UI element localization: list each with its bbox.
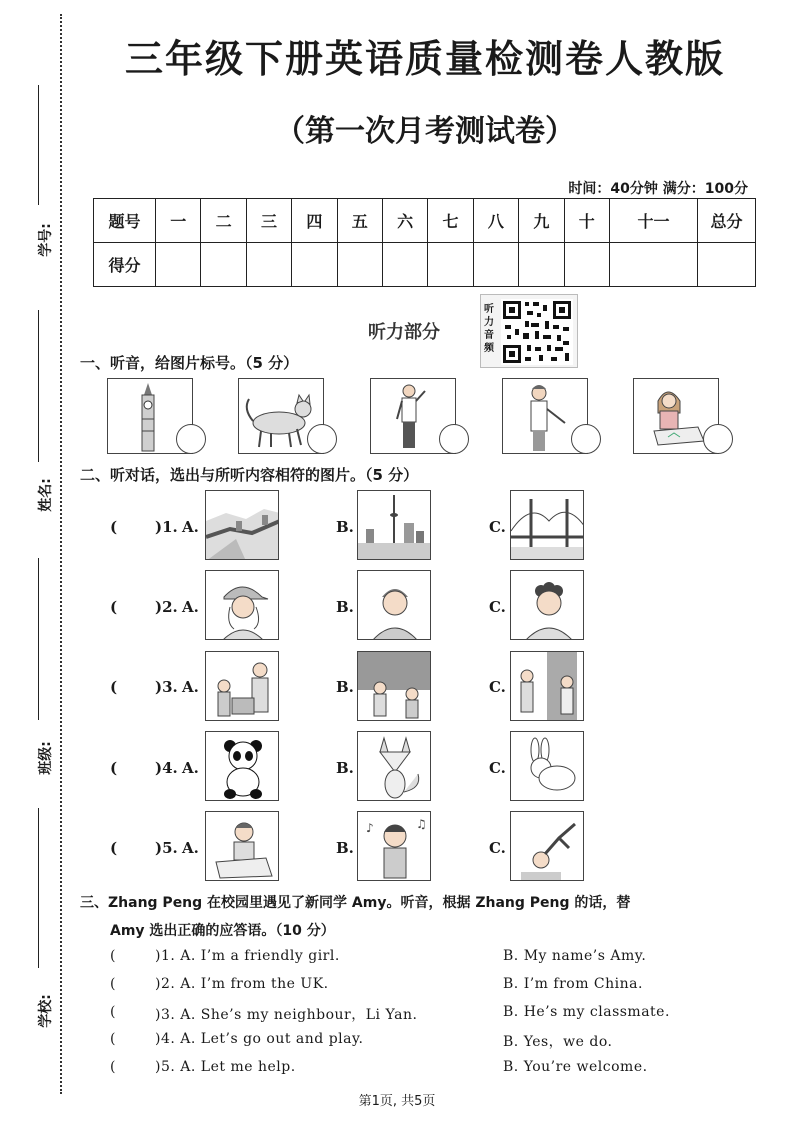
- s1-answer-circle[interactable]: [439, 424, 469, 454]
- s1-answer-circle[interactable]: [703, 424, 733, 454]
- score-cell: 四: [292, 199, 337, 243]
- page-title: 三年级下册英语质量检测卷人教版: [124, 37, 725, 81]
- score-table-header-row: [94, 199, 756, 243]
- score-cell: 八: [473, 199, 518, 243]
- score-input-cell[interactable]: [473, 243, 518, 287]
- kids-with-box-icon: [206, 652, 279, 721]
- score-table: [93, 198, 756, 287]
- score-input-cell[interactable]: [698, 243, 756, 287]
- page-footer: 第1页, 共5页: [358, 1094, 436, 1109]
- s2-q4-option-a-panda[interactable]: [205, 731, 279, 801]
- s2-option-a-label: A.: [182, 678, 199, 696]
- s3-q4-answer-paren[interactable]: (: [110, 1031, 116, 1047]
- s2-q5-answer-paren[interactable]: (: [110, 839, 118, 857]
- s2-option-c-label: C.: [489, 518, 506, 536]
- score-input-cell[interactable]: [428, 243, 473, 287]
- school-label: 学校:: [37, 994, 54, 1028]
- s2-option-b-label: B.: [336, 759, 354, 777]
- section2-title: 二、听对话，选出与所听内容相符的图片。（5 分）: [80, 466, 419, 484]
- great-wall-icon: [206, 491, 279, 560]
- s3-q1-option-b: B. My name’s Amy.: [503, 948, 647, 964]
- score-cell: 六: [382, 199, 427, 243]
- student-no-label: 学号:: [37, 223, 54, 257]
- classroom-icon: [358, 652, 431, 721]
- s2-q2-option-a-girl-cap[interactable]: [205, 570, 279, 640]
- svg-text:♪: ♪: [366, 821, 374, 835]
- score-input-cell[interactable]: [564, 243, 609, 287]
- score-cell: 五: [337, 199, 382, 243]
- score-input-cell[interactable]: [382, 243, 427, 287]
- s2-option-a-label: A.: [182, 598, 199, 616]
- score-cell: 十: [564, 199, 609, 243]
- s2-q2-option-b-boy-short-hair[interactable]: [357, 570, 431, 640]
- section3-title-line1: 三、Zhang Peng 在校园里遇见了新同学 Amy。听音，根据 Zhang Peng 的话，替: [80, 895, 631, 911]
- kids-at-door-icon: [511, 652, 584, 721]
- s2-q4-option-c-rabbit[interactable]: [510, 731, 584, 801]
- s3-q2-answer-paren[interactable]: (: [110, 976, 116, 992]
- qr-code-block[interactable]: [480, 294, 578, 368]
- score-input-cell[interactable]: [201, 243, 246, 287]
- school-field[interactable]: [18, 808, 58, 1028]
- s2-option-c-label: C.: [489, 598, 506, 616]
- s2-q2-number: )2.: [155, 598, 178, 616]
- rabbit-icon: [511, 732, 584, 801]
- boy-curly-hair-icon: [511, 571, 584, 640]
- s3-q2-option-b: B. I’m from China.: [503, 976, 643, 992]
- s2-q1-number: )1.: [155, 518, 178, 536]
- s2-q1-option-b-city-tower[interactable]: [357, 490, 431, 560]
- s2-q4-number: )4.: [155, 759, 178, 777]
- fox-icon: [358, 732, 431, 801]
- s1-answer-circle[interactable]: [307, 424, 337, 454]
- s2-q3-option-a-kids-box[interactable]: [205, 651, 279, 721]
- class-field[interactable]: [18, 558, 58, 778]
- s3-q5-option-a: )5. A. Let me help.: [155, 1059, 296, 1075]
- boy-singing-icon: [358, 812, 431, 881]
- binding-dashed-line: [60, 14, 62, 1094]
- s2-option-c-label: C.: [489, 839, 506, 857]
- qr-label: 听力音频: [484, 304, 494, 354]
- s3-q3-answer-paren[interactable]: (: [110, 1004, 116, 1020]
- score-cell: 九: [519, 199, 564, 243]
- boy-short-hair-icon: [358, 571, 431, 640]
- score-input-cell[interactable]: [292, 243, 337, 287]
- s2-q3-number: )3.: [155, 678, 178, 696]
- score-input-cell[interactable]: [609, 243, 697, 287]
- svg-text:♫: ♫: [416, 817, 427, 831]
- score-cell: 题号: [94, 199, 156, 243]
- page-subtitle: （第一次月考测试卷）: [275, 114, 575, 149]
- girl-dancing-icon: [511, 812, 584, 881]
- score-input-cell[interactable]: [337, 243, 382, 287]
- girl-with-cap-icon: [206, 571, 279, 640]
- city-tower-icon: [358, 491, 431, 560]
- score-cell: 总分: [698, 199, 756, 243]
- score-input-cell[interactable]: [519, 243, 564, 287]
- s2-option-a-label: A.: [182, 518, 199, 536]
- s2-q2-option-c-boy-curly-hair[interactable]: [510, 570, 584, 640]
- qr-code-icon: [501, 299, 573, 365]
- s2-q1-option-c-bridge[interactable]: [510, 490, 584, 560]
- score-row-label: 得分: [94, 243, 156, 287]
- s2-q1-answer-paren[interactable]: (: [110, 518, 118, 536]
- section1-title: 一、听音，给图片标号。（5 分）: [80, 354, 299, 372]
- section3-title-line2: Amy 选出正确的应答语。（10 分）: [110, 923, 335, 939]
- bridge-icon: [511, 491, 584, 560]
- student-no-field[interactable]: [18, 85, 58, 265]
- s2-q5-number: )5.: [155, 839, 178, 857]
- s2-q4-answer-paren[interactable]: (: [110, 759, 118, 777]
- s3-q4-option-b: B. Yes，we do.: [503, 1034, 613, 1050]
- score-input-cell[interactable]: [246, 243, 291, 287]
- panda-icon: [206, 732, 279, 801]
- s2-option-a-label: A.: [182, 759, 199, 777]
- s3-q5-option-b: B. You’re welcome.: [503, 1059, 648, 1075]
- s3-q4-option-a: )4. A. Let’s go out and play.: [155, 1031, 364, 1047]
- s1-answer-circle[interactable]: [571, 424, 601, 454]
- s2-q2-answer-paren[interactable]: (: [110, 598, 118, 616]
- s2-q3-answer-paren[interactable]: (: [110, 678, 118, 696]
- score-cell: 二: [201, 199, 246, 243]
- score-table-score-row: [94, 243, 756, 287]
- s2-option-b-label: B.: [336, 598, 354, 616]
- s2-q4-option-b-fox[interactable]: [357, 731, 431, 801]
- s2-q5-option-b-boy-singing[interactable]: [357, 811, 431, 881]
- name-label: 姓名:: [37, 478, 54, 512]
- s3-q3-option-b: B. He’s my classmate.: [503, 1004, 670, 1020]
- s2-option-c-label: C.: [489, 678, 506, 696]
- s3-q1-answer-paren[interactable]: (: [110, 948, 116, 964]
- s1-answer-circle[interactable]: [176, 424, 206, 454]
- score-cell: 十一: [609, 199, 697, 243]
- score-cell: 三: [246, 199, 291, 243]
- s3-q1-option-a: )1. A. I’m a friendly girl.: [155, 948, 340, 964]
- score-cell: 一: [156, 199, 201, 243]
- s2-option-a-label: A.: [182, 839, 199, 857]
- class-label: 班级:: [37, 741, 54, 775]
- s3-q3-option-a: )3. A. She’s my neighbour，Li Yan.: [155, 1007, 418, 1023]
- s2-option-b-label: B.: [336, 678, 354, 696]
- s3-q2-option-a: )2. A. I’m from the UK.: [155, 976, 329, 992]
- boy-drawing-icon: [206, 812, 279, 881]
- s2-q5-option-a-boy-drawing[interactable]: [205, 811, 279, 881]
- score-cell: 七: [428, 199, 473, 243]
- listening-heading: 听力部分: [368, 322, 440, 343]
- s2-option-c-label: C.: [489, 759, 506, 777]
- score-input-cell[interactable]: [156, 243, 201, 287]
- time-info: 时间：40分钟 满分：100分: [568, 181, 748, 197]
- s2-option-b-label: B.: [336, 839, 354, 857]
- s2-option-b-label: B.: [336, 518, 354, 536]
- name-field[interactable]: [18, 310, 58, 510]
- s2-q3-option-c-kids-door[interactable]: [510, 651, 584, 721]
- s3-q5-answer-paren[interactable]: (: [110, 1059, 116, 1075]
- s2-q3-option-b-classroom[interactable]: [357, 651, 431, 721]
- s2-q5-option-c-girl-dancing[interactable]: [510, 811, 584, 881]
- s2-q1-option-a-great-wall[interactable]: [205, 490, 279, 560]
